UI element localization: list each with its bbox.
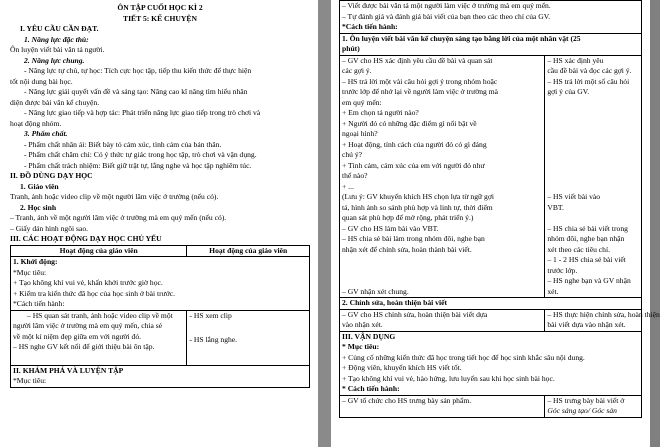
text-line: – HS nghe GV kết nối để giới thiệu bài ôn tập. xyxy=(13,342,155,351)
left-page xyxy=(0,0,318,447)
text-line: vào nhận xét. xyxy=(342,320,383,329)
text-line xyxy=(547,108,639,119)
text-line: bài viết dựa vào nhận xét. xyxy=(547,320,626,329)
heading-student: 2. Học sinh xyxy=(20,202,57,212)
text-line xyxy=(342,255,542,266)
text-line: em quý mến: xyxy=(342,97,382,107)
heading-section-1-cont: phút) xyxy=(342,44,360,53)
text-line: – Viết được bài văn tả một người làm việc ở trường mà em quý mến. xyxy=(342,1,551,10)
text-line: quan sát phù hợp để mở rộng, phát triển ý.) xyxy=(342,213,474,222)
text-line: – HS trả lời một số câu hỏi xyxy=(547,76,630,86)
blank-line xyxy=(189,321,307,332)
text-line: – HS quan sát tranh, ảnh hoặc video clip về một xyxy=(27,310,173,320)
text-line xyxy=(342,276,542,287)
text-line: về một kỉ niệm đẹp giữa em với người đó. xyxy=(13,331,142,341)
text-line: – GV tổ chức cho HS trưng bày sản phẩm. xyxy=(342,395,472,405)
text-line: + Tạo không khí vui vẻ, khấn khởi trước giờ học. xyxy=(13,278,163,287)
text-line: + Củng cố những kiến thức đã học trong tiết học để học sinh khắc sâu nội dung. xyxy=(342,352,585,362)
heading-teacher: 1. Giáo viên xyxy=(20,181,59,191)
text-line: - Năng lực giao tiếp và hợp tác: Phát triển năng lực giao tiếp trong trò chơi và xyxy=(24,108,261,117)
text-line xyxy=(547,119,639,130)
heading-activities: III. CÁC HOẠT ĐỘNG DẠY HỌC CHỦ YẾU xyxy=(10,234,162,243)
text-line: + Tình cảm, cảm xúc của em với người đó như xyxy=(342,160,485,170)
text-line xyxy=(547,213,639,224)
label-objectives: *Mục tiêu: xyxy=(13,267,47,277)
warmup-teacher-cell xyxy=(11,310,187,365)
text-line: – HS thực hiện chỉnh sửa, hoàn thiện xyxy=(547,309,660,319)
text-line: - HS xem clip xyxy=(189,310,232,320)
text-line: + Người đó có những đặc điểm gì nổi bật về xyxy=(342,118,477,128)
heading-specific-ability: 1. Năng lực đặc thù: xyxy=(24,34,89,44)
right-page xyxy=(331,0,660,447)
text-line: + Kiểm tra kiến thức đã học của học sinh ở bài trước. xyxy=(13,288,176,298)
text-line: + Tạo không khí vui vẻ, hào hứng, lưu luyến sau khi học sinh bài học. xyxy=(342,373,555,383)
text-line: hoạt động nhóm. xyxy=(10,118,62,128)
heading-teaching-materials: II. ĐỒ DÙNG DẠY HỌC xyxy=(10,171,93,180)
warmup-objectives-cell xyxy=(11,257,310,311)
text-line: – HS nghe bạn và GV nhận xyxy=(547,276,631,285)
text-line: – HS trả lời một vài câu hỏi gợi ý trong nhóm hoặc xyxy=(342,76,498,86)
heading-section-1: 1. Ôn luyện viết bài văn kể chuyện sáng tạo bằng lời của một nhân vật (25 xyxy=(342,33,581,43)
text-line: – HS viết bài vào xyxy=(547,192,601,201)
label-procedure: *Cách tiến hành: xyxy=(342,22,398,31)
lesson-title: ÔN TẬP CUỐI HỌC KÌ 2 xyxy=(117,3,203,12)
text-line: chú ý? xyxy=(342,150,363,159)
text-line: - HS lắng nghe. xyxy=(189,335,238,344)
section-1-teacher-cell xyxy=(340,55,545,298)
text-line: – Tranh, ảnh về một người lâm việc ở trường mà em quý mến (nếu có). xyxy=(10,213,227,222)
text-line: thế nào? xyxy=(342,171,368,180)
text-line: diện được bài văn kể chuyện. xyxy=(10,97,100,107)
application-student-cell xyxy=(545,395,642,417)
application-cell xyxy=(340,331,642,395)
heading-application: III. VẬN DỤNG xyxy=(342,331,396,341)
text-line: + Động viên, khuyến khích HS viết tốt. xyxy=(342,363,462,372)
warmup-student-cell xyxy=(187,310,310,365)
text-line: - Phẩm chất nhân ái: Biết bày tỏ cảm xúc, tình cảm của bản thân. xyxy=(24,139,222,149)
text-line: trước lớp. xyxy=(547,265,578,275)
blank-line xyxy=(13,353,184,365)
page-gap xyxy=(318,0,331,447)
text-line: - Phẩm chất trách nhiệm: Biết giữ trật tự, lắng nghe và học tập nghiêm túc. xyxy=(24,160,252,170)
heading-qualities: 3. Phẩm chất. xyxy=(24,129,68,138)
text-line: – Tự đánh giá và đánh giá bài viết của bạn theo các theo chí của GV. xyxy=(342,11,551,21)
explore-cell xyxy=(11,365,310,387)
text-line: nhóm đôi, nghe bạn nhận xyxy=(547,234,625,243)
text-line xyxy=(547,98,639,109)
heading-general-ability: 2. Năng lực chung. xyxy=(24,55,85,65)
section-2-heading-cell xyxy=(340,298,642,310)
text-line: – HS chia sẻ bài viết trong xyxy=(547,223,628,233)
text-line: – GV cho HS chỉnh sửa, hoàn thiện bài viết dựa xyxy=(342,309,488,319)
lesson-subtitle: TIẾT 5: KỂ CHUYỆN xyxy=(123,13,197,23)
text-line: – 1 - 2 HS chia sẻ bài viết xyxy=(547,255,626,264)
text-line: + Hoạt động, tính cách của người đó có gì đáng xyxy=(342,139,487,149)
section-2-teacher-cell xyxy=(340,309,545,331)
column-header-student: Hoạt động của giáo viên xyxy=(187,245,310,257)
text-line: – HS chia sẻ bài làm trong nhóm đôi, nghe bạn xyxy=(342,234,485,243)
text-line: ngoại hình? xyxy=(342,129,378,138)
text-line: xét. xyxy=(547,286,559,296)
text-specific-ability: Ôn luyện viết bài văn tả người. xyxy=(10,45,105,54)
section-2-student-cell xyxy=(545,309,660,331)
heading-warmup: 1. Khởi động: xyxy=(13,257,58,266)
explore-objectives-cell xyxy=(340,1,642,34)
text-line: gợi ý của GV. xyxy=(547,87,590,96)
text-line xyxy=(547,161,639,172)
text-line: – GV nhận xét chung. xyxy=(342,286,409,296)
text-line: + Em chọn tả người nào? xyxy=(342,108,419,117)
label-procedure: *Cách tiến hành: xyxy=(13,299,65,308)
text-line: - Phẩm chất chăm chỉ: Có ý thức tự giác trong học tập, trò chơi và vận dụng. xyxy=(24,150,257,159)
text-line xyxy=(342,266,542,277)
application-teacher-cell xyxy=(340,395,545,417)
text-line xyxy=(547,140,639,151)
text-line: tốt nội dung bài học. xyxy=(10,76,73,86)
text-line: nhận xét để chỉnh sửa, hoàn thành bài viết. xyxy=(342,244,472,254)
text-line: - Năng lực giải quyết vấn đề và sáng tạo: Năng cao kĩ năng tìm hiểu nhân xyxy=(24,87,248,96)
text-line: Tranh, ảnh hoặc video clip về một người lâm việc ở trường (nếu có). xyxy=(10,192,219,201)
text-line xyxy=(547,171,639,182)
text-line: – GV cho HS làm bài vào VBT. xyxy=(342,223,439,233)
text-line: – GV cho HS xác định yêu cầu đề bài và quan sát xyxy=(342,55,493,65)
heading-section-2: 2. Chỉnh sửa, hoàn thiện bài viết xyxy=(342,298,447,307)
text-line: tả, hình ảnh so sánh phù hợp và linh tự, thời điểm xyxy=(342,202,493,212)
label-objectives: * Mục tiêu: xyxy=(342,342,380,351)
section-1-student-cell xyxy=(545,55,642,298)
text-line: cầu đề bài và đọc các gợi ý. xyxy=(547,66,632,75)
text-line: - Năng lực tự chủ, tự học: Tích cực học tập, tiếp thu kiến thức để thực hiện xyxy=(24,66,252,75)
label-objectives: *Mục tiêu: xyxy=(13,376,47,385)
text-line: – Giấy dán hình ngôi sao. xyxy=(10,223,89,233)
text-line: + ... xyxy=(342,181,354,191)
text-line: người lâm việc ở trường mà em quý mến, chia sẻ xyxy=(13,321,163,330)
activities-table xyxy=(10,245,310,388)
text-line: – HS trưng bày bài viết ở xyxy=(547,395,625,405)
column-header-teacher: Hoạt động của giáo viên xyxy=(11,245,187,257)
label-procedure: * Cách tiến hành: xyxy=(342,384,400,393)
text-line: VBT. xyxy=(547,202,564,212)
text-line xyxy=(547,129,639,140)
text-line xyxy=(547,182,639,193)
text-line: – HS xác định yêu xyxy=(547,55,604,65)
activities-table-continued xyxy=(339,0,660,418)
text-line: Góc sáng tạo/ Góc sản xyxy=(547,406,617,415)
heading-explore: II. KHÁM PHÁ VÀ LUYỆN TẬP xyxy=(13,365,124,375)
heading-requirements: I. YÊU CẦU CẦN ĐẠT. xyxy=(20,24,99,33)
text-line: trước lớp để nhớ lại về người làm việc ở trường mà xyxy=(342,87,499,96)
text-line: xét theo các tiêu chí. xyxy=(547,244,610,254)
text-line xyxy=(547,150,639,161)
section-1-heading-cell xyxy=(340,33,642,55)
text-line: (Lưu ý: GV khuyến khích HS chọn lựa từ ngữ gợi xyxy=(342,192,494,201)
text-line: các gợi ý. xyxy=(342,66,372,75)
